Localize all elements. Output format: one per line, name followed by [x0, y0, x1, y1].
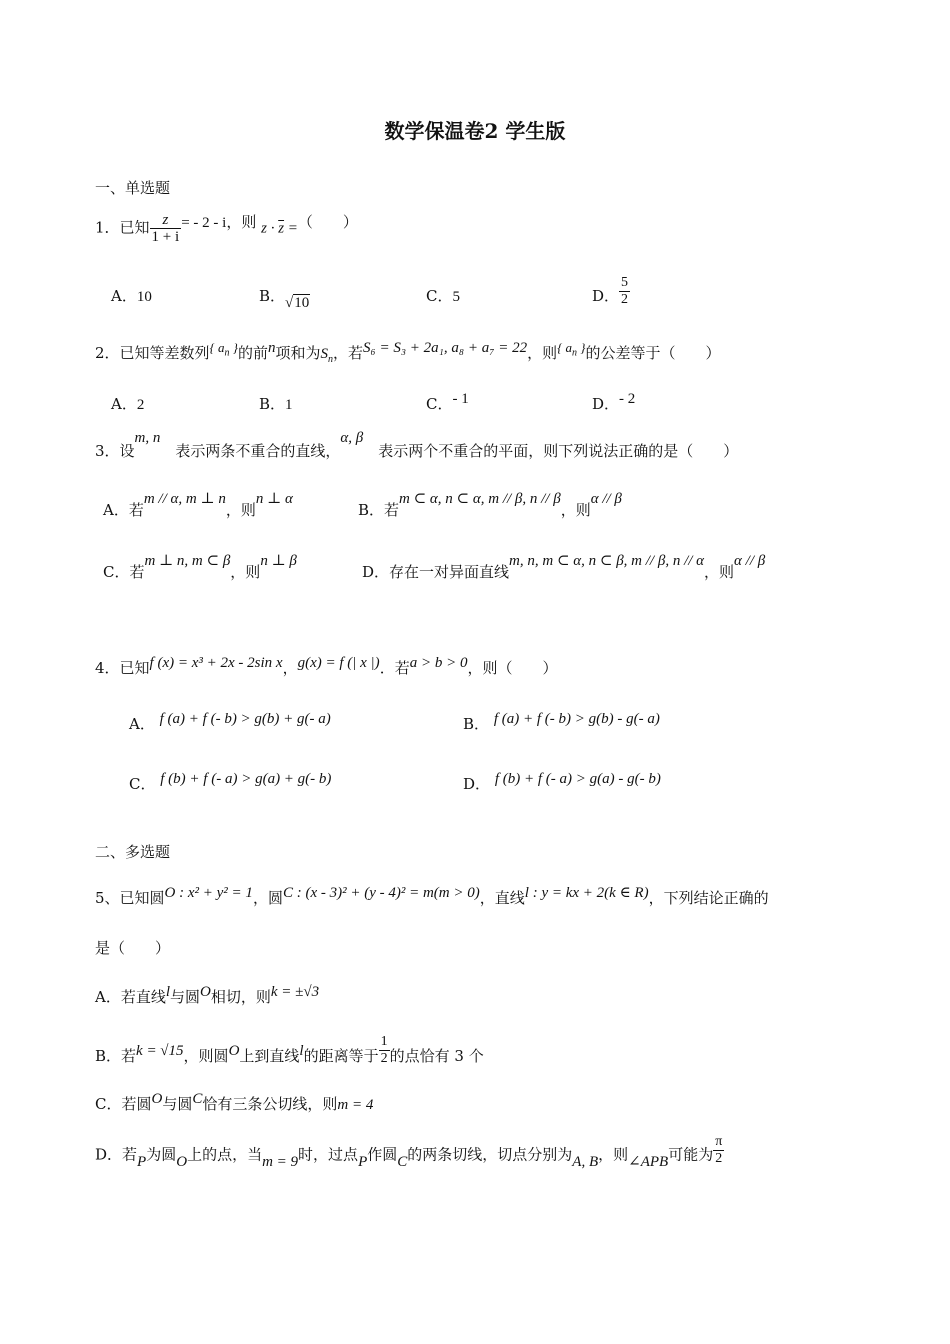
section-single-choice: 一、单选题	[95, 179, 171, 197]
q3-option-a: A．若m // α, m ⊥ n，则n ⊥ α	[103, 491, 293, 519]
question-1: 1．已知 $\frac{z}{1 + i}$ = - 2 - i，则 $z \cdot \overline{z}$ =（ ）	[95, 212, 358, 245]
q1-fraction: $\frac{z}{1 + i}$	[151, 212, 180, 245]
q2-sum: $S_n$	[320, 346, 333, 365]
q4-option-a: A． f (a) + f (- b) > g(b) + g(- a)	[129, 711, 331, 733]
q2-condition: S₆ = S₃ + 2a₁, a₈ + a₇ = 22	[363, 340, 528, 356]
question-4: 4．已知f (x) = x³ + 2x - 2sin x，g(x) = f (| x |)．若a > b > 0，则（ ）	[95, 655, 558, 677]
question-2: 2．已知等差数列{ $a_n$ }的前n项和为$S_n$，若S₆ = S₃ + 2a₁, a₈ + a₇ = 22，则{ $a_n$ }的公差等于（ ）	[95, 340, 721, 365]
q2-option-d: D．- 2	[592, 391, 636, 413]
q2-option-b: B．1	[259, 395, 293, 413]
q3-option-c: C．若m ⊥ n, m ⊂ β，则n ⊥ β	[103, 553, 297, 581]
q1-d-fraction: $\frac{5}{2}$	[621, 274, 629, 307]
q4-f-definition: f (x) = x³ + 2x - 2sin x	[149, 655, 283, 671]
q5-option-b: B．若k = √15，则圆O上到直线l的距离等于 $\frac{1}{2}$ 的点恰有 3 个	[95, 1033, 484, 1066]
q2-sequence-2: { $a_n$ }	[557, 340, 586, 359]
question-5-line2: 是（ ）	[95, 939, 171, 957]
q1-option-a: A．10	[111, 287, 152, 305]
q5-b-fraction: $\frac{1}{2}$	[380, 1033, 388, 1066]
q3-option-d: D．存在一对异面直线m, n, m ⊂ α, n ⊂ β, m // β, n // α，则α // β	[362, 553, 766, 581]
q5-option-d: D．若P为圆O上的点，当m = 9时，过点P作圆C的两条切线，切点分别为A, B，则∠APB可能为 $\frac{\pi}{2}$	[95, 1134, 723, 1170]
q1-option-d: D． $\frac{5}{2}$	[592, 274, 629, 307]
q1-product: $z \cdot \overline{z}$ =	[261, 220, 298, 237]
q2-option-a: A．2	[111, 395, 145, 413]
q2-sequence: { $a_n$ }	[209, 340, 238, 359]
q1-equals: = - 2 - i	[181, 214, 227, 231]
page-title: 数学保温卷2 学生版	[384, 119, 566, 143]
q4-g-definition: g(x) = f (| x |)	[297, 655, 380, 671]
section-multi-choice: 二、多选题	[95, 843, 171, 861]
q4-option-b: B． f (a) + f (- b) > g(b) - g(- a)	[463, 711, 660, 733]
question-5: 5、已知圆O : x² + y² = 1，圆C : (x - 3)² + (y - 4)² = m(m > 0)，直线l : y = kx + 2(k ∈ R)，下列结论正确的	[95, 885, 769, 907]
q3-option-b: B．若m ⊂ α, n ⊂ α, m // β, n // β，则α // β	[358, 491, 622, 519]
q5-option-a: A．若直线l与圆O相切，则k = ±√3	[95, 984, 320, 1006]
q5-option-c: C．若圆O与圆C恰有三条公切线，则m = 4	[95, 1091, 374, 1113]
q5-circle-c: C : (x - 3)² + (y - 4)² = m(m > 0)	[282, 885, 480, 901]
q1-option-c: C．5	[426, 287, 460, 305]
q5-d-fraction: $\frac{\pi}{2}$	[715, 1134, 723, 1166]
question-3: 3．设m, n 表示两条不重合的直线，α, β 表示两个不重合的平面，则下列说法正确的是（ ）	[95, 430, 739, 460]
q2-option-c: C．- 1	[426, 391, 469, 413]
q4-option-d: D． f (b) + f (- a) > g(a) - g(- b)	[463, 771, 661, 793]
q5-line-l: l : y = kx + 2(k ∈ R)	[524, 885, 649, 901]
q5-circle-o: O : x² + y² = 1	[164, 885, 253, 901]
q1-option-b: B．√10	[259, 287, 310, 311]
q4-option-c: C． f (b) + f (- a) > g(a) + g(- b)	[129, 771, 332, 793]
